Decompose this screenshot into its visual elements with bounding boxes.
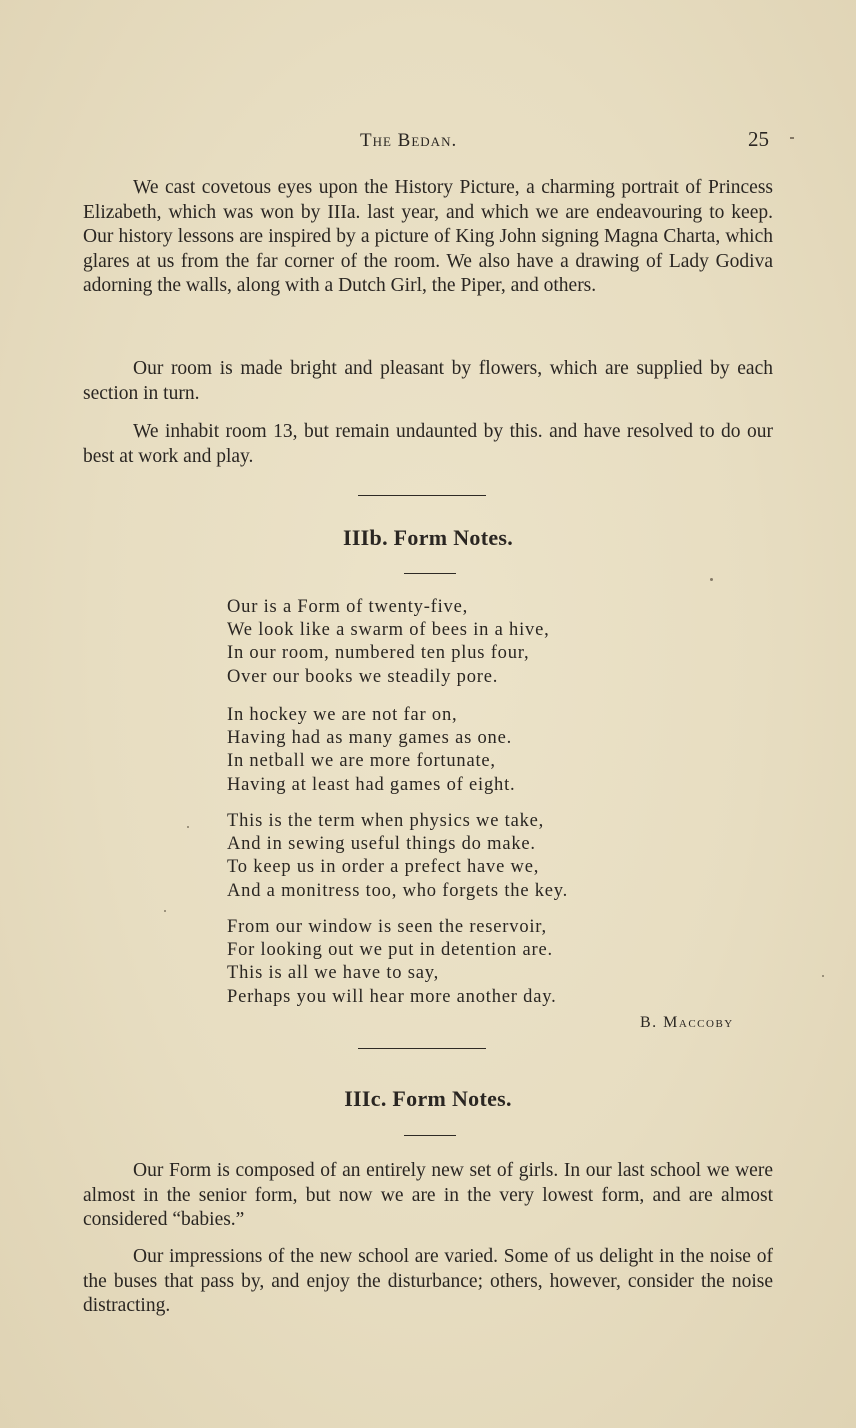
poem-line: Having at least had games of eight. — [227, 774, 516, 795]
title-underline — [404, 573, 456, 574]
poem-line: In our room, numbered ten plus four, — [227, 643, 530, 664]
poem-line: From our window is seen the reservoir, — [227, 917, 547, 937]
iiic-paragraph-2: Our impressions of the new school are varied. Some of us delight in the noise of the buses that pass by, and enjoy the disturbance; others, however, consider the noise distracting. — [83, 1246, 773, 1316]
poem-line: In netball we are more fortunate, — [227, 751, 496, 772]
poem-line: To keep us in order a prefect have we, — [227, 857, 540, 878]
section-title-iiic: IIIc. Form Notes. — [344, 1086, 512, 1111]
paper-speck — [822, 975, 824, 977]
iiic-paragraph-1: Our Form is composed of an entirely new set of girls. In our last school we were almost in the senior form, but now we are in the very lowest form, and are almost considered “babies.” — [83, 1160, 773, 1230]
intro-paragraph-1: We cast covetous eyes upon the History Picture, a charming portrait of Princess Elizabeth, which was won by IIIa. last year, and which we are endeavouring to keep. Our history lessons are inspired by a picture of King John signing Magna Charta, which glares at us from the far corner of the room. We also have a drawing of Lady Godiva adorning the walls, along with a Dutch Girl, the Piper, and others. — [83, 177, 773, 296]
poem-line: This is all we have to say, — [227, 963, 440, 984]
paper-speck — [164, 910, 166, 912]
intro-paragraph-3: We inhabit room 13, but remain undaunted by this. and have resolved to do our best at work and play. — [83, 421, 773, 467]
running-title: The Bedan. — [360, 130, 458, 151]
poem-line: In hockey we are not far on, — [227, 705, 458, 725]
section-title-iiib: IIIb. Form Notes. — [342, 525, 514, 550]
poem-line: This is the term when physics we take, — [227, 811, 545, 831]
section-divider — [358, 1048, 486, 1049]
poem-stanza-3 — [227, 810, 747, 903]
poem-line: Our is a Form of twenty-five, — [227, 597, 469, 617]
poem-stanza-2 — [227, 704, 747, 797]
poem-line: And in sewing useful things do make. — [227, 834, 536, 855]
poem-line: And a monitress too, who forgets the key. — [227, 880, 569, 901]
author-signature: B. Maccoby — [640, 1014, 734, 1031]
intro-paragraph-2: Our room is made bright and pleasant by flowers, which are supplied by each section in turn. — [83, 358, 773, 404]
poem-stanza-1 — [227, 596, 747, 689]
poem-stanza-4 — [227, 916, 747, 1009]
paper-speck — [790, 137, 794, 139]
poem-line: Having had as many games as one. — [227, 728, 513, 749]
poem-line: We look like a swarm of bees in a hive, — [227, 620, 550, 641]
poem-line: Perhaps you will hear more another day. — [227, 986, 557, 1007]
title-underline — [404, 1135, 456, 1136]
paper-speck — [187, 826, 189, 828]
page-header — [0, 127, 856, 160]
page-number: 25 — [748, 127, 769, 151]
paper-speck — [710, 578, 713, 581]
section-divider — [358, 495, 486, 496]
poem-line: For looking out we put in detention are. — [227, 940, 553, 961]
poem-line: Over our books we steadily pore. — [227, 666, 499, 687]
